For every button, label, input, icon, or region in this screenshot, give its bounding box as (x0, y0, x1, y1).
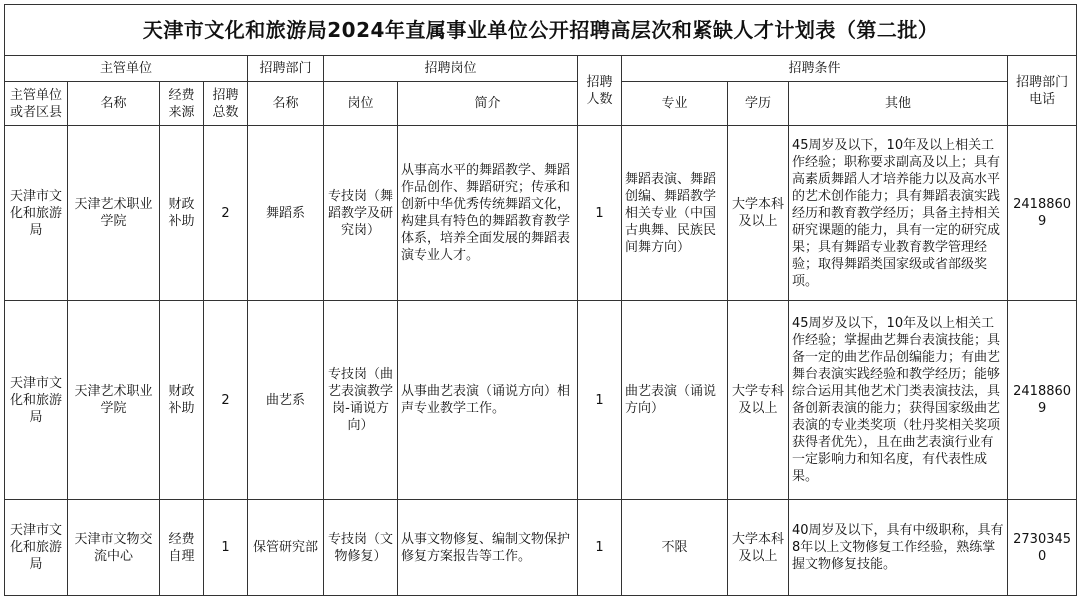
cell-count: 1 (578, 301, 622, 500)
table-row (5, 500, 1077, 596)
cell-name: 天津艺术职业学院 (68, 126, 160, 301)
cell-dept-district: 天津市文化和旅游局 (5, 301, 68, 500)
header-major: 专业 (622, 82, 728, 126)
cell-education: 大学本科及以上 (728, 126, 789, 301)
header-dept-district: 主管单位或者区县 (5, 82, 68, 126)
cell-count: 1 (578, 500, 622, 596)
cell-intro: 从事曲艺表演（诵说方向）相声专业教学工作。 (398, 301, 578, 500)
cell-other: 45周岁及以下，10年及以上相关工作经验；掌握曲艺舞台表演技能；具备一定的曲艺作品创编能力；有曲艺舞台表演实践经验和教学经历；能够综合运用其他艺术门类表演技法，具备创新表演的能力；获得国家级曲艺表演的专业类奖项（牡丹奖相关奖项获得者优先），且在曲艺表演行业有一定影响力和知名度，有代表性成果。 (789, 301, 1008, 500)
cell-major: 舞蹈表演、舞蹈创编、舞蹈教学相关专业（中国古典舞、民族民间舞方向） (622, 126, 728, 301)
cell-name: 天津市文物交流中心 (68, 500, 160, 596)
header-other: 其他 (789, 82, 1008, 126)
cell-other: 45周岁及以下，10年及以上相关工作经验；职称要求副高及以上；具有高素质舞蹈人才培养能力以及高水平的艺术创作能力；具有舞蹈表演实践经历和教育教学经历；具备主持相关研究课题的能力，具有一定的研究成果；具有舞蹈专业教育教学管理经验；取得舞蹈类国家级或省部级奖项。 (789, 126, 1008, 301)
header-condition-group: 招聘条件 (622, 56, 1008, 82)
header-phone: 招聘部门电话 (1008, 56, 1077, 126)
header-intro: 简介 (398, 82, 578, 126)
cell-recruit-name: 曲艺系 (248, 301, 324, 500)
cell-recruit-name: 保管研究部 (248, 500, 324, 596)
cell-phone: 24188609 (1008, 126, 1077, 301)
header-funding: 经费来源 (160, 82, 204, 126)
cell-major: 曲艺表演（诵说方向） (622, 301, 728, 500)
recruitment-plan-table (4, 4, 1077, 596)
cell-name: 天津艺术职业学院 (68, 301, 160, 500)
cell-intro: 从事高水平的舞蹈教学、舞蹈作品创作、舞蹈研究；传承和创新中华优秀传统舞蹈文化，构建具有特色的舞蹈教育教学体系，培养全面发展的舞蹈表演专业人才。 (398, 126, 578, 301)
cell-funding: 财政补助 (160, 301, 204, 500)
cell-intro: 从事文物修复、编制文物保护修复方案报告等工作。 (398, 500, 578, 596)
cell-major: 不限 (622, 500, 728, 596)
table-row (5, 126, 1077, 301)
cell-phone: 24188609 (1008, 301, 1077, 500)
table-row (5, 301, 1077, 500)
header-total: 招聘总数 (204, 82, 248, 126)
cell-total: 2 (204, 301, 248, 500)
header-post: 岗位 (324, 82, 398, 126)
page-title: 天津市文化和旅游局2024年直属事业单位公开招聘高层次和紧缺人才计划表（第二批） (5, 5, 1077, 56)
cell-post: 专技岗（文物修复） (324, 500, 398, 596)
header-count: 招聘人数 (578, 56, 622, 126)
header-post-group: 招聘岗位 (324, 56, 578, 82)
cell-education: 大学本科及以上 (728, 500, 789, 596)
header-name: 名称 (68, 82, 160, 126)
cell-total: 2 (204, 126, 248, 301)
cell-dept-district: 天津市文化和旅游局 (5, 500, 68, 596)
cell-education: 大学专科及以上 (728, 301, 789, 500)
cell-phone: 27303450 (1008, 500, 1077, 596)
cell-funding: 财政补助 (160, 126, 204, 301)
cell-count: 1 (578, 126, 622, 301)
header-dept-group: 主管单位 (5, 56, 248, 82)
cell-funding: 经费自理 (160, 500, 204, 596)
cell-post: 专技岗（曲艺表演教学岗-诵说方向） (324, 301, 398, 500)
cell-other: 40周岁及以下，具有中级职称，具有8年以上文物修复工作经验，熟练掌握文物修复技能。 (789, 500, 1008, 596)
cell-post: 专技岗（舞蹈教学及研究岗） (324, 126, 398, 301)
cell-dept-district: 天津市文化和旅游局 (5, 126, 68, 301)
cell-total: 1 (204, 500, 248, 596)
cell-recruit-name: 舞蹈系 (248, 126, 324, 301)
header-recruit-name: 名称 (248, 82, 324, 126)
header-recruit-dept-group: 招聘部门 (248, 56, 324, 82)
header-education: 学历 (728, 82, 789, 126)
